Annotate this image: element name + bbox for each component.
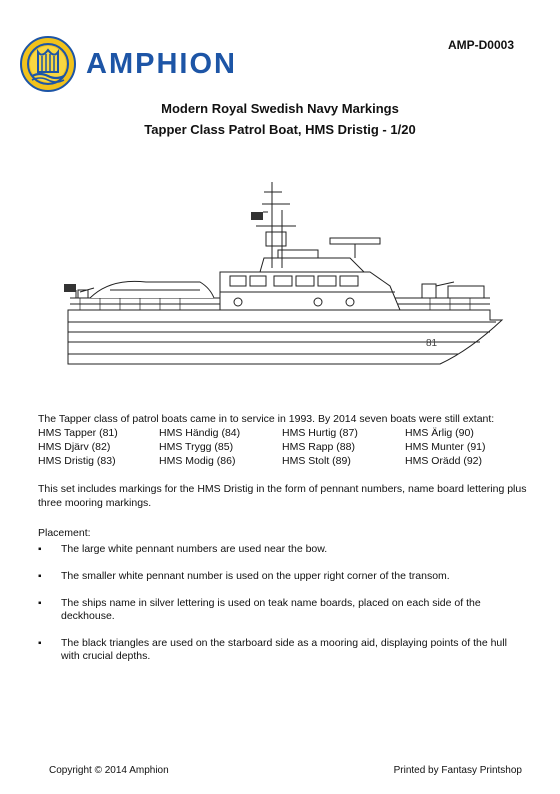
amphion-logo [20,36,76,92]
boat-list [38,426,528,468]
brand-name: AMPHION [86,48,237,80]
boat-name: HMS Rapp (88) [282,441,355,453]
placement-item: ▪ The large white pennant numbers are used near the bow. [38,543,516,556]
product-code: AMP-D0003 [447,38,514,52]
page-subtitle: Tapper Class Patrol Boat, HMS Dristig - 1/20 [144,122,416,137]
boat-name: HMS Djärv (82) [38,441,111,453]
boat-name: HMS Trygg (85) [159,441,234,453]
boat-name: HMS Orädd (92) [405,455,483,467]
hull-number: 81 [426,338,438,349]
intro-text: The Tapper class of patrol boats came in to service in 1993. By 2014 seven boats were still extant: [38,413,495,425]
copyright: Copyright © 2014 Amphion [49,765,169,776]
page-title: Modern Royal Swedish Navy Markings [161,101,399,116]
boat-name: HMS Munter (91) [405,441,486,453]
boat-name: HMS Modig (86) [159,455,236,467]
placement-label: Placement: [38,527,91,539]
printer-credit: Printed by Fantasy Printshop [393,765,522,776]
set-description: This set includes markings for the HMS Dristig in the form of pennant numbers, name board lettering plus three mooring markings. [38,483,527,509]
boat-name: HMS Ärlig (90) [405,427,474,439]
placement-item: ▪ The black triangles are used on the starboard side as a mooring aid, displaying points of the hull with crucial depths. [38,637,516,663]
boat-name: HMS Hurtig (87) [282,427,358,439]
placement-item: ▪ The ships name in silver lettering is used on teak name boards, placed on each side of the deckhouse. [38,597,516,623]
placement-list [38,543,516,677]
boat-name: HMS Tapper (81) [38,427,118,439]
placement-item: ▪ The smaller white pennant number is used on the upper right corner of the transom. [38,570,516,583]
boat-name: HMS Stolt (89) [282,455,351,467]
boat-name: HMS Dristig (83) [38,455,116,467]
boat-name: HMS Händig (84) [159,427,241,439]
ship-drawing [50,172,510,378]
